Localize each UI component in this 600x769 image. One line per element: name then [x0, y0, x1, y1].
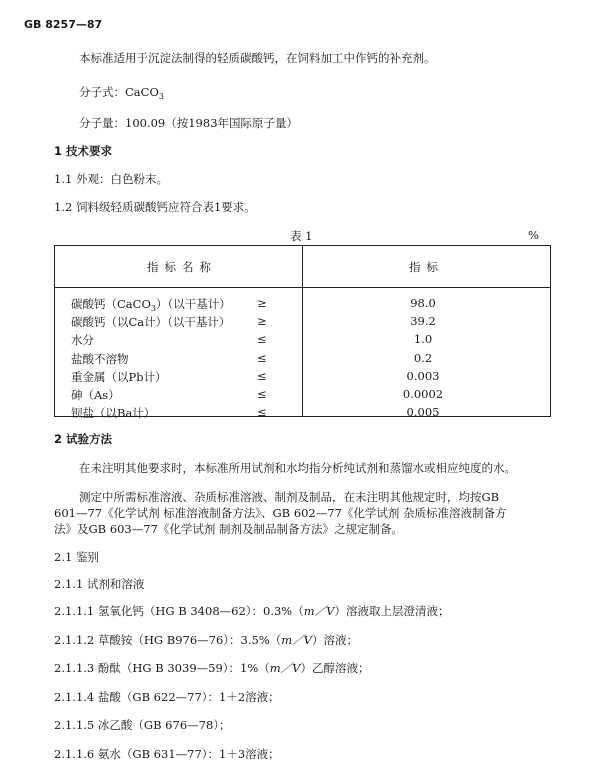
section-1-title: 1 技术要求 — [54, 144, 113, 158]
reagent-text: 2.1.1.4 盐酸（GB 622—77）：1＋2溶液； — [54, 689, 280, 704]
reagent-item — [54, 603, 449, 619]
molecular-formula — [79, 84, 164, 100]
table-unit: % — [528, 228, 539, 242]
row-name-suffix: ）（以干基计） — [155, 297, 231, 311]
clause-1-1: 1.1 外观：白色粉末。 — [54, 172, 168, 186]
table-caption: 表 1 — [290, 229, 313, 243]
table-row-operator: ≤ — [257, 368, 267, 383]
doc-number: GB 8257—87 — [24, 18, 103, 31]
reagent-concentration-unit: m／V — [281, 632, 312, 647]
general-note: 在未注明其他要求时，本标准所用试剂和水均指分析纯试剂和蒸馏水或相应纯度的水。 — [79, 461, 516, 475]
clause-1-2: 1.2 饲料级轻质碳酸钙应符合表1要求。 — [54, 200, 256, 214]
row-name-text: 钡盐（以Ba计） — [71, 406, 156, 421]
table-row-value: 98.0 — [410, 296, 436, 310]
section-2-title: 2 试验方法 — [54, 432, 113, 446]
table-row-value: 0.0002 — [402, 387, 444, 401]
reagent-item — [54, 660, 369, 676]
row-name-text: 水分 — [71, 333, 94, 348]
table-row-operator: ≤ — [257, 332, 267, 347]
scope-paragraph: 本标准适用于沉淀法制得的轻质碳酸钙，在饲料加工中作钙的补充剂。 — [79, 51, 436, 65]
reagent-text-suffix: ）溶液； — [311, 632, 358, 647]
table-row-name — [71, 405, 155, 421]
table-row-value: 0.005 — [406, 405, 440, 420]
row-name-text: 碳酸钙（CaCO — [71, 297, 151, 311]
table-row-name — [71, 369, 167, 385]
row-name-subscript: 3 — [150, 304, 156, 313]
table-column-divider — [302, 246, 303, 416]
clause-2-1-1: 2.1.1 试剂和溶液 — [54, 577, 145, 591]
table-row-value: 1.0 — [413, 332, 433, 347]
reagent-item — [54, 689, 280, 705]
reagent-item — [54, 632, 358, 648]
clause-2-1: 2.1 鉴别 — [54, 550, 99, 564]
table-row-operator: ≥ — [257, 296, 267, 310]
reagent-text-suffix: ）乙醇溶液； — [300, 661, 370, 676]
table-row-operator: ≤ — [257, 350, 267, 365]
table-row-value: 0.2 — [413, 350, 433, 365]
table-row-value: 0.003 — [406, 368, 440, 383]
table-row-name — [71, 351, 129, 367]
row-name-text: 重金属（以Pb计） — [71, 369, 167, 384]
reference-paragraph-line-2: 601—77《化学试剂 标准溶液制备方法》、GB 602—77《化学试剂 杂质标准溶液制备方 — [54, 506, 507, 520]
table-row-name — [71, 314, 230, 330]
reference-paragraph-line-1: 测定中所需标准溶液、杂质标准溶液、制剂及制品，在未注明其他规定时，均按GB — [79, 490, 500, 504]
table-row-operator: ≤ — [257, 405, 267, 420]
row-name-text: 盐酸不溶物 — [71, 351, 129, 366]
table-row-operator: ≥ — [257, 314, 267, 329]
reagent-text: 2.1.1.6 氨水（GB 631—77）：1＋3溶液； — [54, 747, 280, 761]
reagent-concentration-unit: m／V — [303, 604, 335, 618]
row-name-text: 砷（As） — [71, 388, 120, 402]
table-row-name — [71, 332, 94, 348]
row-name-text: 碳酸钙（以Ca计）（以干基计） — [71, 315, 231, 330]
reagent-item — [54, 717, 231, 733]
col-header-name: 指标名称 — [147, 260, 217, 274]
reference-paragraph-line-3: 法》及GB 603—77《化学试剂 制剂及制品制备方法》之规定制备。 — [54, 522, 404, 536]
formula-label: 分子式：CaCO — [79, 85, 159, 99]
table-row-name — [71, 296, 231, 312]
reagent-text: 2.1.1.2 草酸铵（HG B976—76）：3.5%（ — [54, 632, 282, 647]
table-row-operator: ≤ — [257, 387, 267, 401]
reagent-text: 2.1.1.1 氢氧化钙（HG B 3408—62）：0.3%（ — [54, 604, 304, 618]
reagent-text: 2.1.1.5 冰乙酸（GB 676—78）； — [54, 718, 231, 733]
table-row-name — [71, 387, 120, 403]
reagent-text-suffix: ）溶液取上层澄清液； — [334, 604, 450, 618]
formula-subscript: 3 — [158, 92, 164, 101]
col-header-value: 指标 — [409, 260, 444, 274]
molecular-weight: 分子量：100.09（按1983年国际原子量） — [79, 116, 299, 130]
reagent-concentration-unit: m／V — [269, 661, 301, 676]
table-row-value: 39.2 — [410, 314, 436, 329]
requirements-table — [54, 245, 551, 421]
reagent-text: 2.1.1.3 酚酞（HG B 3039—59）：1%（ — [54, 661, 270, 676]
reagent-item — [54, 746, 280, 762]
